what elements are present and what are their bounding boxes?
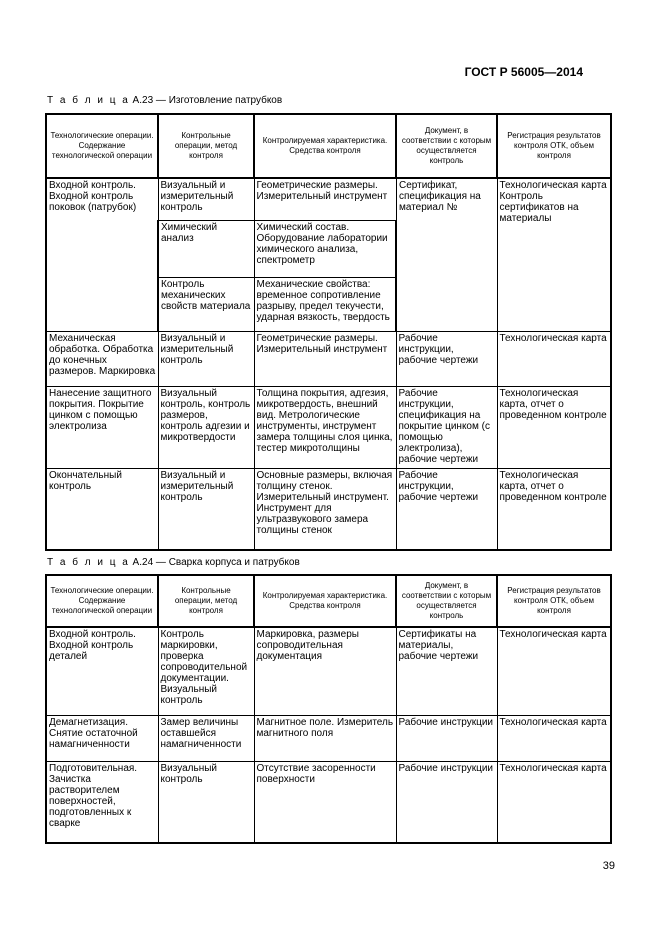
table-header-row — [46, 575, 611, 627]
document-cell: Сертификаты на материалы, рабочие чертежи — [396, 627, 497, 715]
operation-cell: Входной контроль. Входной контроль поковок (патрубок) — [46, 178, 158, 331]
standard-number: ГОСТ Р 56005—2014 — [464, 65, 583, 79]
document-cell: Сертификат, спецификация на материал № — [396, 178, 497, 331]
table-a24 — [45, 574, 612, 844]
table-header-row — [46, 114, 611, 178]
control-cell: Химический анализ — [158, 220, 254, 277]
registration-cell: Технологическая карта — [497, 331, 611, 386]
control-cell: Визуальный контроль, контроль размеров, контроль адгезии и микротвердости — [158, 386, 254, 468]
caption-prefix: Т а б л и ц а — [47, 557, 130, 568]
document-cell: Рабочие инструкции — [396, 761, 497, 843]
table-row — [46, 331, 611, 386]
characteristic-cell: Основные размеры, включая толщину стенок. Измерительный инструмент. Инструмент для ультразвукового замера толщины стенок — [254, 468, 396, 550]
caption-title: А.23 — Изготовление патрубков — [129, 95, 283, 106]
table-row — [46, 761, 611, 843]
characteristic-cell: Магнитное поле. Измеритель магнитного поля — [254, 715, 396, 761]
table-row — [46, 468, 611, 550]
characteristic-cell: Толщина покрытия, адгезия, микротвердость, внешний вид. Метрологические инструменты, инструмент замера толщины слоя цинка, тестер микротолщины — [254, 386, 396, 468]
page-number: 39 — [602, 860, 615, 872]
operation-cell: Входной контроль. Входной контроль деталей — [46, 627, 158, 715]
operation-cell: Механическая обработка. Обработка до конечных размеров. Маркировка — [46, 331, 158, 386]
col-header: Регистрация результатов контроля ОТК, объем контроля — [497, 114, 611, 178]
characteristic-cell: Химический состав. Оборудование лаборатории химического анализа, спектрометр — [254, 220, 396, 277]
document-cell: Рабочие инструкции, спецификация на покрытие цинком (с помощью электролиза), рабочие чертежи — [396, 386, 497, 468]
table-a24-caption — [47, 557, 300, 568]
registration-cell: Технологическая карта, отчет о проведенном контроле — [497, 468, 611, 550]
document-cell: Рабочие инструкции, рабочие чертежи — [396, 331, 497, 386]
table-a23 — [45, 113, 612, 551]
operation-cell: Демагнетизация. Снятие остаточной намагниченности — [46, 715, 158, 761]
registration-cell: Технологическая карта, отчет о проведенном контроле — [497, 386, 611, 468]
col-header: Документ, в соответствии с которым осуществляется контроль — [396, 114, 497, 178]
control-cell: Контроль маркировки, проверка сопроводительной документации. Визуальный контроль — [158, 627, 254, 715]
col-header: Документ, в соответствии с которым осуществляется контроль — [396, 575, 497, 627]
characteristic-cell: Геометрические размеры. Измерительный инструмент — [254, 331, 396, 386]
characteristic-cell: Геометрические размеры. Измерительный инструмент — [254, 178, 396, 220]
registration-cell: Технологическая карта — [497, 761, 611, 843]
registration-cell: Технологическая карта Контроль сертификатов на материалы — [497, 178, 611, 331]
control-cell: Контроль механических свойств материала — [158, 277, 254, 331]
control-cell: Визуальный и измерительный контроль — [158, 331, 254, 386]
table-row — [46, 715, 611, 761]
control-cell: Замер величины оставшейся намагниченности — [158, 715, 254, 761]
col-header: Контрольные операции, метод контроля — [158, 114, 254, 178]
control-cell: Визуальный и измерительный контроль — [158, 468, 254, 550]
col-header: Контролируемая характеристика. Средства контроля — [254, 114, 396, 178]
table-a23-caption — [47, 95, 282, 106]
operation-cell: Окончательный контроль — [46, 468, 158, 550]
table-row — [46, 627, 611, 715]
registration-cell: Технологическая карта — [497, 627, 611, 715]
col-header: Контрольные операции, метод контроля — [158, 575, 254, 627]
characteristic-cell: Маркировка, размеры сопроводительная документация — [254, 627, 396, 715]
document-cell: Рабочие инструкции — [396, 715, 497, 761]
table-row — [46, 386, 611, 468]
document-cell: Рабочие инструкции, рабочие чертежи — [396, 468, 497, 550]
control-cell: Визуальный и измерительный контроль — [158, 178, 254, 220]
caption-title: А.24 — Сварка корпуса и патрубков — [129, 557, 300, 568]
col-header: Технологические операции. Содержание технологической операции — [46, 575, 158, 627]
col-header: Технологические операции. Содержание технологической операции — [46, 114, 158, 178]
control-cell: Визуальный контроль — [158, 761, 254, 843]
characteristic-cell: Отсутствие засоренности поверхности — [254, 761, 396, 843]
col-header: Регистрация результатов контроля ОТК, объем контроля — [497, 575, 611, 627]
operation-cell: Нанесение защитного покрытия. Покрытие цинком с помощью электролиза — [46, 386, 158, 468]
col-header: Контролируемая характеристика. Средства контроля — [254, 575, 396, 627]
operation-cell: Подготовительная. Зачистка растворителем поверхностей, подготовленных к сварке — [46, 761, 158, 843]
registration-cell: Технологическая карта — [497, 715, 611, 761]
characteristic-cell: Механические свойства: временное сопротивление разрыву, предел текучести, ударная вязкость, твердость — [254, 277, 396, 331]
table-row — [46, 178, 611, 220]
caption-prefix: Т а б л и ц а — [47, 95, 130, 106]
